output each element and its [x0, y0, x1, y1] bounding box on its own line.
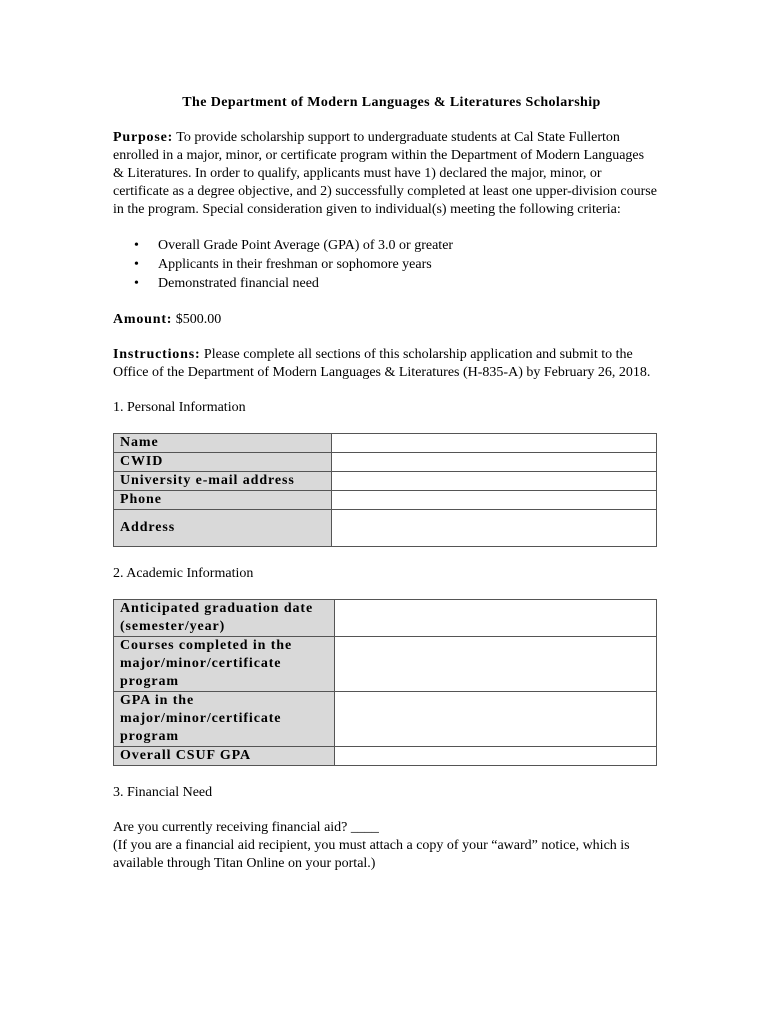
field-label-courses-completed: Courses completed in the major/minor/certificate program — [114, 637, 335, 692]
field-label-name: Name — [114, 434, 332, 453]
instructions-label: Instructions: — [113, 347, 201, 362]
table-row — [114, 491, 657, 510]
cwid-field[interactable] — [332, 453, 657, 472]
email-field[interactable] — [332, 472, 657, 491]
criteria-item — [113, 275, 658, 294]
overall-gpa-field[interactable] — [335, 747, 657, 766]
field-label-cwid: CWID — [114, 453, 332, 472]
table-row — [114, 510, 657, 547]
address-field[interactable] — [332, 510, 657, 547]
personal-info-heading: 1. Personal Information — [113, 400, 246, 415]
name-field[interactable] — [332, 434, 657, 453]
field-label-phone: Phone — [114, 491, 332, 510]
document-title: The Department of Modern Languages & Literatures Scholarship — [182, 95, 601, 110]
table-row — [114, 692, 657, 747]
financial-need-heading: 3. Financial Need — [113, 785, 213, 800]
purpose-paragraph — [113, 129, 658, 219]
criteria-list — [113, 237, 658, 294]
field-label-major-gpa: GPA in the major/minor/certificate program — [114, 692, 335, 747]
table-row — [114, 472, 657, 491]
financial-aid-question: Are you currently receiving financial aid? ____ — [113, 820, 379, 835]
courses-completed-field[interactable] — [335, 637, 657, 692]
purpose-label: Purpose: — [113, 130, 174, 145]
field-label-email: University e-mail address — [114, 472, 332, 491]
field-label-graduation-date: Anticipated graduation date (semester/year) — [114, 600, 335, 637]
amount-label: Amount: — [113, 312, 173, 327]
field-label-overall-gpa: Overall CSUF GPA — [114, 747, 335, 766]
criteria-item — [113, 237, 658, 256]
academic-info-table — [113, 599, 657, 766]
instructions-text: Please complete all sections of this scholarship application and submit to the Office of the Department of Modern Languages & Literatures (H-835-A) by February 26, 2018. — [113, 347, 651, 380]
table-row — [114, 637, 657, 692]
personal-info-table — [113, 433, 657, 547]
criteria-text: Applicants in their freshman or sophomore years — [158, 257, 432, 272]
table-row — [114, 453, 657, 472]
financial-aid-note: (If you are a financial aid recipient, you must attach a copy of your “award” notice, which is available through Titan Online on your portal.) — [113, 838, 630, 871]
table-row — [114, 747, 657, 766]
table-row — [114, 434, 657, 453]
major-gpa-field[interactable] — [335, 692, 657, 747]
bullet-icon: • — [134, 276, 139, 291]
table-row — [114, 600, 657, 637]
instructions-paragraph — [113, 346, 658, 382]
amount-line — [113, 311, 658, 329]
purpose-text: To provide scholarship support to undergraduate students at Cal State Fullerton enrolled in a major, minor, or certificate program within the Department of Modern Languages & Literatures. In order to qualify, applicants must have 1) declared the major, minor, or certificate as a degree objective, and 2) successfully completed at least one upper-division course in the program. Special consideration given to individual(s) meeting the following criteria: — [113, 130, 657, 217]
academic-info-heading: 2. Academic Information — [113, 566, 254, 581]
scholarship-form-page — [113, 94, 658, 873]
field-label-address: Address — [114, 510, 332, 547]
phone-field[interactable] — [332, 491, 657, 510]
graduation-date-field[interactable] — [335, 600, 657, 637]
bullet-icon: • — [134, 257, 139, 272]
bullet-icon: • — [134, 238, 139, 253]
criteria-text: Demonstrated financial need — [158, 276, 319, 291]
criteria-text: Overall Grade Point Average (GPA) of 3.0 or greater — [158, 238, 454, 253]
criteria-item — [113, 256, 658, 275]
amount-value: $500.00 — [172, 312, 222, 327]
